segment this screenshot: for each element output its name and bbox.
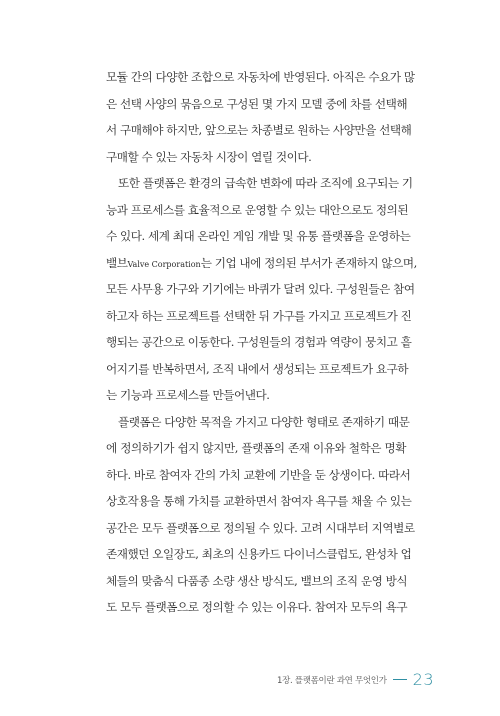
valve-prefix: 밸브 <box>106 255 128 270</box>
text-line: 은 선택 사양의 묶음으로 구성된 몇 가지 모델 중에 차를 선택해 <box>106 96 408 111</box>
text-line-valve <box>106 250 417 277</box>
text-line: 또한 플랫폼은 환경의 급속한 변화에 따라 조직에 요구되는 기 <box>118 176 413 190</box>
page-number: 23 <box>412 670 434 689</box>
text-line: 서 구매해야 하지만, 앞으로는 차종별로 원하는 사양만을 선택해 <box>106 123 412 137</box>
valve-latin: Valve Corporation <box>127 259 201 269</box>
text-line: 공간은 모두 플랫폼으로 정의될 수 있다. 고려 시대부터 지역별로 <box>106 520 415 535</box>
body-text <box>106 64 417 621</box>
text-line: 능과 프로세스를 효율적으로 운영할 수 있는 대안으로도 정의된 <box>106 202 409 217</box>
text-line: 하고자 하는 프로젝트를 선택한 뒤 가구를 가지고 프로젝트가 진 <box>106 308 412 323</box>
text-line: 모든 사무용 가구와 기기에는 바퀴가 달려 있다. 구성원들은 참여 <box>106 282 415 296</box>
text-line: 에 정의하기가 쉽지 않지만, 플랫폼의 존재 이유와 철학은 명확 <box>106 441 406 455</box>
text-line: 존재했던 오일장도, 최초의 신용카드 다이너스클럽도, 완성차 업 <box>106 547 412 561</box>
page-footer <box>277 670 434 689</box>
valve-suffix: 는 기업 내에 정의된 부서가 존재하지 않으며, <box>200 255 417 270</box>
text-line: 상호작용을 통해 가치를 교환하면서 참여자 욕구를 채울 수 있는 <box>106 494 412 508</box>
text-line: 플랫폼은 다양한 목적을 가지고 다양한 형태로 존재하기 때문 <box>118 414 410 429</box>
text-line: 어지기를 반복하면서, 조직 내에서 생성되는 프로젝트가 요구하 <box>106 361 409 376</box>
footer-divider <box>393 679 407 680</box>
text-line: 수 있다. 세계 최대 온라인 게임 개발 및 유통 플랫폼을 운영하는 <box>106 229 411 243</box>
text-line: 행되는 공간으로 이동한다. 구성원들의 경험과 역량이 뭉치고 흩 <box>106 335 412 349</box>
text-line: 모듈 간의 다양한 조합으로 자동차에 반영된다. 아직은 수요가 많 <box>106 70 415 84</box>
text-line: 체들의 맞춤식 다품종 소량 생산 방식도, 밸브의 조직 운영 방식 <box>106 573 408 588</box>
running-chapter-title: 1장. 플랫폼이란 과연 무엇인가 <box>276 675 387 686</box>
text-line: 하다. 바로 참여자 간의 가치 교환에 기반을 둔 상생이다. 따라서 <box>106 467 411 482</box>
text-line: 는 기능과 프로세스를 만들어낸다. <box>106 388 270 402</box>
text-line: 구매할 수 있는 자동차 시장이 열릴 것이다. <box>106 149 312 164</box>
text-line: 도 모두 플랫폼으로 정의할 수 있는 이유다. 참여자 모두의 욕구 <box>106 600 408 614</box>
